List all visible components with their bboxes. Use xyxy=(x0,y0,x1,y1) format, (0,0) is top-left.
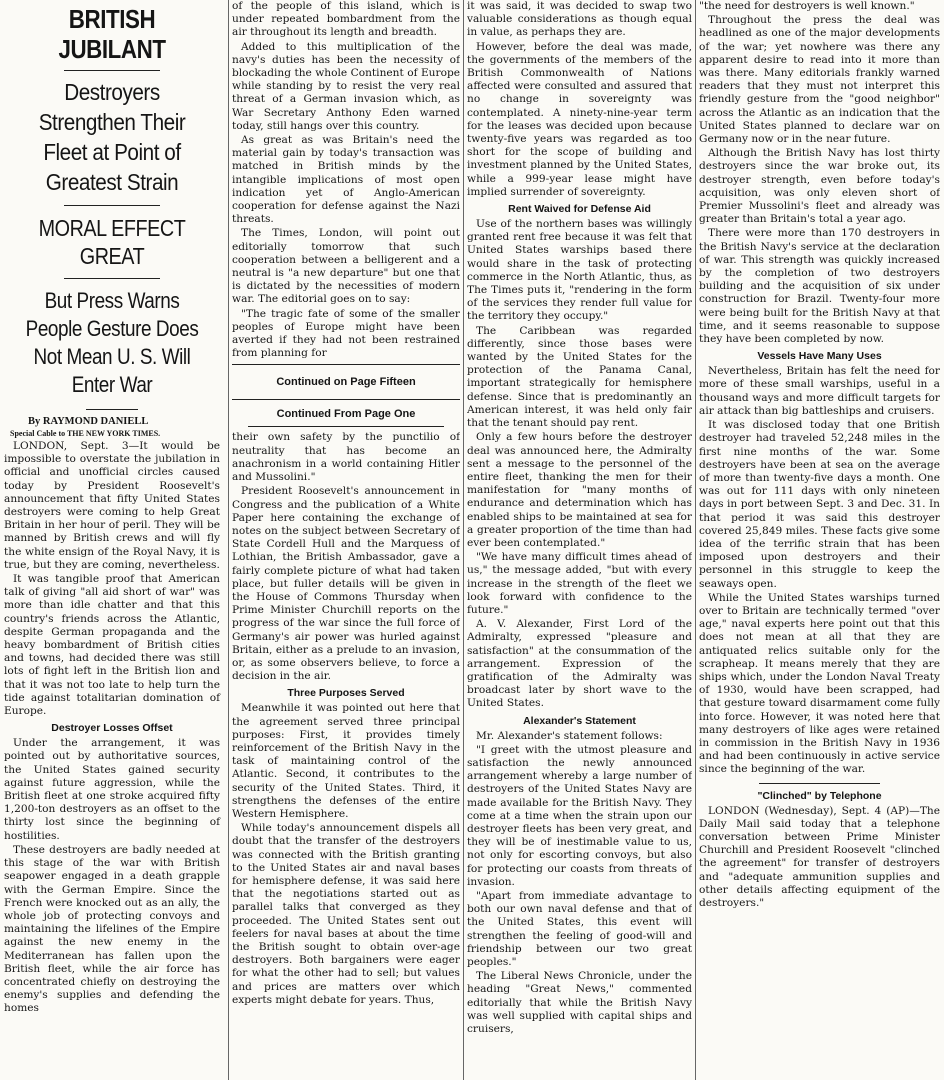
article-paragraph: A. V. Alexander, First Lord of the Admiralty, expressed "pleasure and satisfaction" at the consummation of the arrangement. Expression of the gratification of the Admiralty was broadcast later by short wave to the United States. xyxy=(467,618,692,710)
column-rule-2 xyxy=(463,0,464,1080)
article-paragraph: Under the arrangement, it was pointed out by authoritative sources, the United States gained security against future aggression, while the British fleet at one stroke acquired fifty 1,200-ton destroyers as an offset to the thirty lost since the beginning of hostilities. xyxy=(4,737,220,842)
article-paragraph: it was said, it was decided to swap two valuable considerations as though equal in value, as perhaps they are. xyxy=(467,0,692,39)
article-paragraph: their own safety by the punctilio of neutrality that has become an anachronism in a world containing Hitler and Mussolini." xyxy=(232,431,460,484)
article-paragraph: As great as was Britain's need the material gain by today's transaction was matched in British minds by the intangible implications of most open indication yet of Anglo-American cooperation for defense against the Nazi threats. xyxy=(232,134,460,226)
subheading: Destroyer Losses Offset xyxy=(51,722,173,735)
article-paragraph: "I greet with the utmost pleasure and satisfaction the newly announced arrangement whereby a large number of destroyers of the United States Navy are made available for the British Navy. They come at a time when the strain upon our destroyer fleets has been very great, and they will be of inestimable value to us, not only for escorting convoys, but also for protecting our coasts from threats of invasion. xyxy=(467,743,692,888)
column-rule-3 xyxy=(695,0,696,1080)
article-paragraph: "We have many difficult times ahead of us," the message added, "but with every increase in the strength of the fleet we look forward with confidence to the future." xyxy=(467,551,692,616)
column-3 xyxy=(467,0,692,1080)
headline-deck-2: MORAL EFFECT GREAT xyxy=(38,215,186,269)
article-paragraph: Nevertheless, Britain has felt the need for more of these small warships, useful in a thousand ways and more difficult targets for air attack than big battleships and cruisers. xyxy=(699,365,940,417)
article-paragraph: Only a few hours before the destroyer deal was announced here, the Admiralty sent a message to the personnel of the entire fleet, thanking the men for their manifestation for "many months of endurance and determination which has enabled ships to be maintained at sea for a greater proportion of the time than had ever been contemplated." xyxy=(467,431,692,549)
subheading: Alexander's Statement xyxy=(523,714,636,727)
article-paragraph: While today's announcement dispels all doubt that the transfer of the destroyers was connected with the British granting to the United States air and naval bases for hemisphere defense, it was said here that the negotiations started out as parallel talks that converged as they proceeded. The United States sent out feelers for naval bases at about the time the British sought to obtain over-age destroyers. Both bargainers were eager for what the other had to sell; but values and prices are matters over which experts might debate for years. Thus, xyxy=(232,822,460,1006)
article-paragraph: "Apart from immediate advantage to both our own naval defense and that of the United States, this event will strengthen the feeling of good-will and friendship between our two great peoples." xyxy=(467,890,692,969)
headline-main: BRITISH JUBILANT xyxy=(58,4,166,64)
article-paragraph: Although the British Navy has lost thirty destroyers since the war broke out, its destroyer strength, even before today's acquisition, was only eleven short of Premier Mussolini's fleet and already was greater than Britain's total a year ago. xyxy=(699,147,940,226)
article-paragraph: LONDON (Wednesday), Sept. 4 (AP)—The Daily Mail said today that a telephone conversation between Prime Minister Churchill and President Roosevelt "clinched the agreement" for transfer of destroyers and "adequate ammunition supplies and other details affecting equipment of the destroyers." xyxy=(699,804,940,909)
article-paragraph: Use of the northern bases was willingly granted rent free because it was felt that United States warships based there would share in the task of protecting commerce in the North Atlantic, thus, as The Times puts it, "rendering in the form of the services they render full value for the territory they occupy." xyxy=(467,218,692,323)
headline-divider xyxy=(64,70,160,71)
article-paragraph: It was tangible proof that American talk of giving "all aid short of war" was more than idle chatter and that this country's friends across the Atlantic, despite German propaganda and the heavy bombardment of British cities and towns, had decided there was still lots of fight left in the British lion and that it was not too late to help turn the tide against totalitarian domination of Europe. xyxy=(4,573,220,718)
headline-divider xyxy=(64,278,160,279)
article-paragraph: There were more than 170 destroyers in the British Navy's service at the declaration of war. This strength was quickly increased by the completion of two destroyers building and the acquisition of six under construction for Brazil. Twenty-four more were being built for the British Navy at that time, and it seems reasonable to suppose they have been completed by now. xyxy=(699,227,940,346)
article-paragraph: "the need for destroyers is well known." xyxy=(699,0,915,12)
subheading: Three Purposes Served xyxy=(287,687,405,700)
continued-on-link[interactable]: Continued on Page Fifteen xyxy=(276,376,416,389)
headline-deck-1: Destroyers Strengthen Their Fleet at Point of Greatest Strain xyxy=(38,79,186,195)
divider xyxy=(248,426,444,427)
article-paragraph: Meanwhile it was pointed out here that the agreement served three principal purposes: First, it provides timely reinforcement of the British Navy in the task of maintaining control of the Atlantic. Second, it contributes to the security of the United States. Third, it strengthens the defenses of the entire Western Hemisphere. xyxy=(232,702,460,820)
wire-credit: Special Cable to THE NEW YORK TIMES. xyxy=(10,429,161,438)
divider xyxy=(759,783,880,784)
article-paragraph: Added to this multiplication of the navy's duties has been the necessity of blockading the whole Continent of Europe while standing by to resist the very real threat of a German invasion which, as War Secretary Anthony Eden warned today, still hangs over this country. xyxy=(232,40,460,132)
article-paragraph: of the people of this island, which is under repeated bombardment from the air throughout its length and breadth. xyxy=(232,0,460,39)
subheading: "Clinched" by Telephone xyxy=(757,789,882,802)
article-paragraph: These destroyers are badly needed at this stage of the war with British seapower engaged in a death grapple with the German Empire. Since the French were knocked out as an ally, the whole job of protecting convoys and maintaining the lifelines of the Empire against the new enemy in the Mediterranean has fallen upon the British fleet, while the air force has concentrated chiefly on destroying the enemy's supplies and defending the homes xyxy=(4,843,220,1015)
byline: By RAYMOND DANIELL xyxy=(28,416,149,427)
article-paragraph: LONDON, Sept. 3—It would be impossible to overstate the jubilation in official and unofficial circles caused today by President Roosevelt's announcement that fifty United States destroyers were coming to help Great Britain in her hour of peril. They will be manned by British crews and will fly the white ensign of the Royal Navy, it is true, but they are coming, nevertheless. xyxy=(4,440,220,571)
subheading: Vessels Have Many Uses xyxy=(757,350,882,363)
byline-divider xyxy=(86,409,138,410)
article-paragraph: Mr. Alexander's statement follows: xyxy=(476,729,663,742)
column-2 xyxy=(232,0,460,1080)
article-paragraph: "The tragic fate of some of the smaller peoples of Europe might have been averted if they had not been restrained from planning for xyxy=(232,307,460,360)
headline-deck-3: But Press Warns People Gesture Does Not Mean U. S. Will Enter War xyxy=(25,288,199,397)
column-1 xyxy=(0,0,224,1080)
article-paragraph: The Times, London, will point out editorially tomorrow that such cooperation between a belligerent and a neutral is "a new departure" but one that is dictated by the necessities of modern war. The editorial goes on to say: xyxy=(232,227,460,306)
headline-divider xyxy=(64,205,160,206)
article-paragraph: While the United States warships turned over to Britain are technically termed "over age," naval experts here point out that this does not mean at all that they are antiquated relics suitable only for the scrapheap. It means merely that they are ships which, under the London Naval Treaty of 1930, would have been scrapped, had that gesture toward disarmament come fully into force. However, it was noted here that many destroyers of like ages were retained in commission in the British Navy in 1936 and had been continuously in active service since the beginning of the war. xyxy=(699,591,940,776)
article-paragraph: The Caribbean was regarded differently, since those bases were wanted by the United States for the protection of the Panama Canal, important strategically for hemisphere defense. Since that is predominantly an American interest, it was held only fair that the tenant should pay rent. xyxy=(467,324,692,430)
article-paragraph: President Roosevelt's announcement in Congress and the publication of a White Paper here containing the exchange of notes on the subject between Secretary of State Cordell Hull and the Marquess of Lothian, the British Ambassador, gave a fairly complete picture of what had taken place, but fuller details will be given in the House of Commons Thursday when Prime Minister Churchill reports on the progress of the war since the full force of Germany's air power was hurled against Britain, either as a prelude to an invasion, or, as some observers believe, to force a decision in the air. xyxy=(232,485,460,683)
continued-from-label: Continued From Page One xyxy=(276,408,416,421)
column-4 xyxy=(699,0,940,1080)
article-paragraph: However, before the deal was made, the governments of the members of the British Commonwealth of Nations affected were consulted and assured that no change in sovereignty was contemplated. A ninety-nine-year term for the leases was decided upon because twenty-five years was regarded as too short for the scope of building and investment planned by the United States, while a 999-year lease might have implied surrender of sovereignty. xyxy=(467,40,692,198)
column-rule-1 xyxy=(228,0,229,1080)
article-paragraph: It was disclosed today that one British destroyer had traveled 52,248 miles in the first nine months of the war. Some destroyers have been at sea on the average of more than twenty-five days a month. One was out for 111 days with only nineteen days in port between Sept. 3 and Dec. 31. In that period it was said this destroyer covered 25,849 miles. These facts give some idea of the terrific strain that has been imposed upon destroyers and their personnel in this struggle to keep the seaways open. xyxy=(699,419,940,590)
article-paragraph: The Liberal News Chronicle, under the heading "Great News," commented editorially that while the British Navy was well supplied with capital ships and cruisers, xyxy=(467,970,692,1036)
article-paragraph: Throughout the press the deal was headlined as one of the major developments of the war; yet nowhere was there any apparent desire to read into it more than was there. Many editorials frankly warned readers that they must not interpret this friendly gesture from the "good neighbor" across the Atlantic as an indication that the United States planned to declare war on Germany now or in the near future. xyxy=(699,14,940,146)
subheading: Rent Waived for Defense Aid xyxy=(508,203,651,216)
jump-line-block xyxy=(232,364,460,400)
